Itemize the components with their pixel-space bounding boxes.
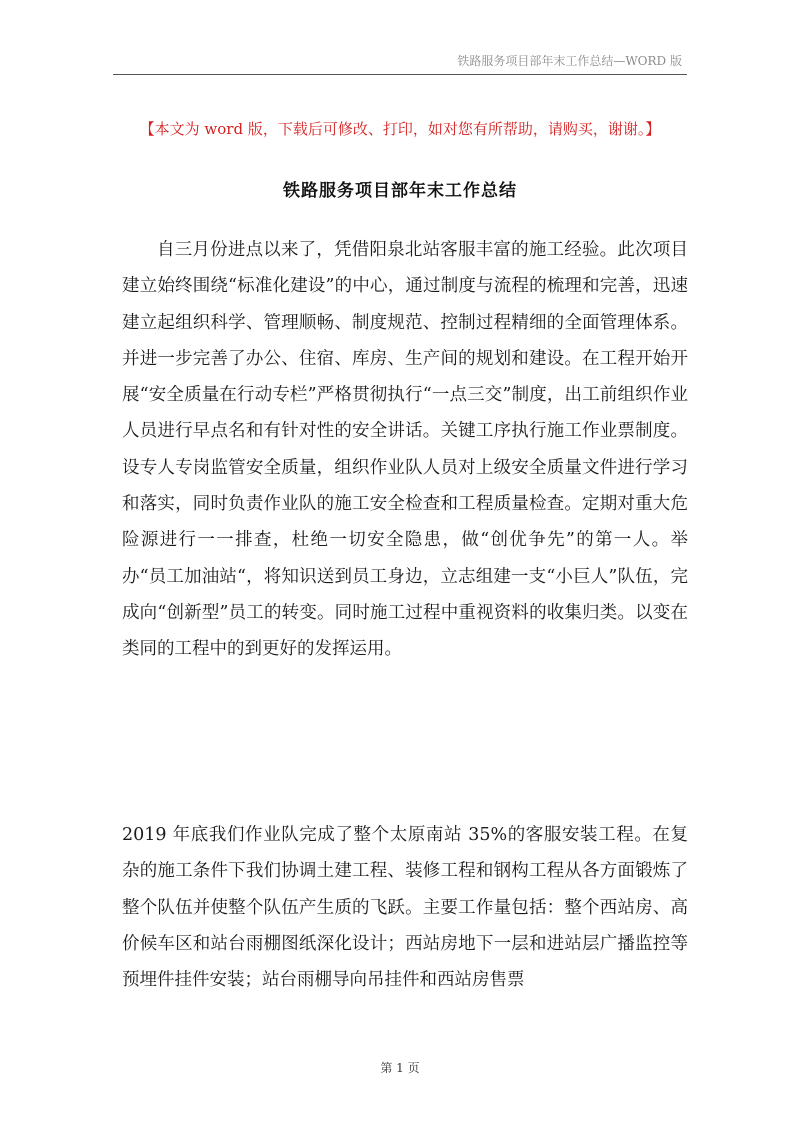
header-divider: [113, 74, 687, 75]
document-title: 铁路服务项目部年末工作总结: [283, 181, 517, 201]
page-number: 第 1 页: [380, 1061, 420, 1075]
body-paragraph-2: 2019 年底我们作业队完成了整个太原南站 35%的客服安装工程。在复杂的施工条件下我们协调土建工程、装修工程和钢构工程从各方面锻炼了整个队伍并使整个队伍产生质的飞跃。主要工作量包括：整个西站房、高价候车区和站台雨棚图纸深化设计；西站房地下一层和进站层广播监控等预埋件挂件安装；站台雨棚导向吊挂件和西站房售票: [122, 825, 688, 991]
body-paragraph-1: 自三月份进点以来了，凭借阳泉北站客服丰富的施工经验。此次项目建立始终围绕“标准化建设”的中心，通过制度与流程的梳理和完善，迅速建立起组织科学、管理顺畅、制度规范、控制过程精细的全面管理体系。并进一步完善了办公、住宿、库房、生产间的规划和建设。在工程开始开展“安全质量在行动专栏”严格贯彻执行“一点三交”制度，出工前组织作业人员进行早点名和有针对性的安全讲话。关键工序执行施工作业票制度。设专人专岗监管安全质量，组织作业队人员对上级安全质量文件进行学习和落实，同时负责作业队的施工安全检查和工程质量检查。定期对重大危险源进行一一排查，杜绝一切安全隐患，做“创优争先”的第一人。举办“员工加油站“，将知识送到员工身边，立志组建一支“小巨人”队伍，完成向“创新型”员工的转变。同时施工过程中重视资料的收集归类。以变在类同的工程中的到更好的发挥运用。: [122, 240, 688, 660]
download-notice: 【本文为 word 版，下载后可修改、打印，如对您有所帮助，请购买，谢谢。】: [139, 120, 661, 138]
running-header: 铁路服务项目部年末工作总结—WORD 版: [457, 54, 682, 68]
